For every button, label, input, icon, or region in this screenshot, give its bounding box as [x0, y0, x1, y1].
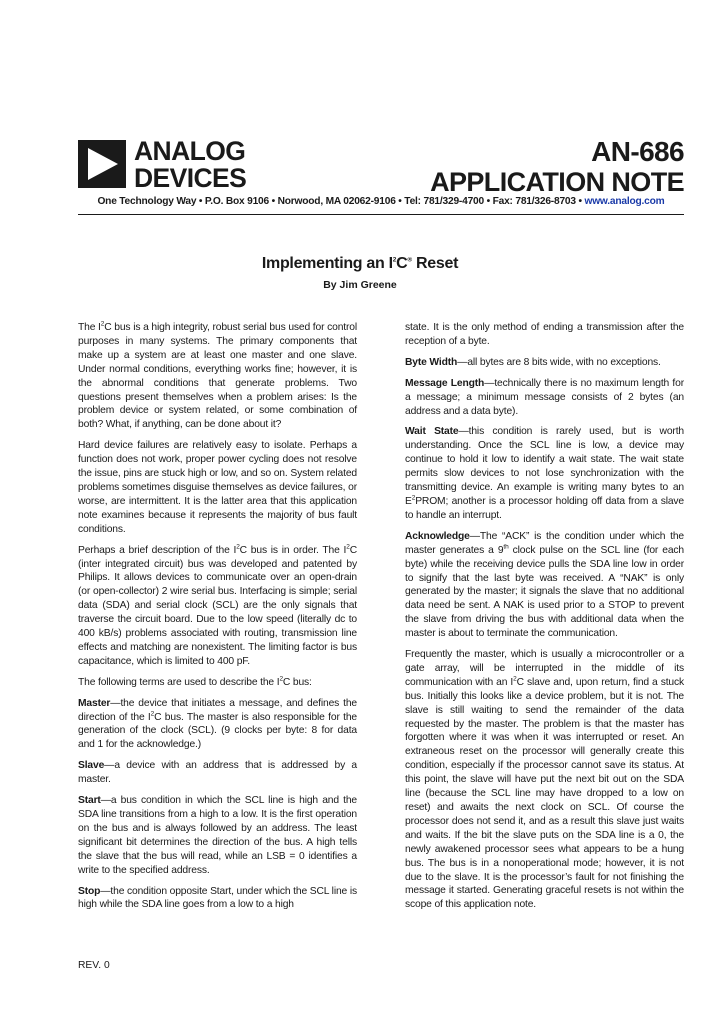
- term-label: Start: [78, 795, 101, 807]
- website-link[interactable]: www.analog.com: [584, 196, 665, 207]
- address-text: One Technology Way • P.O. Box 9106 • Norwood, MA 02062-9106 • Tel: 781/329-4700 • Fax: 781/326-8703 •: [97, 196, 585, 207]
- company-name: [134, 138, 246, 192]
- term-message-length: Message Length—technically there is no maximum length for a message; a minimum message consists of 2 bytes (an address and a data byte).: [405, 377, 684, 417]
- stuck-bus-paragraph: Frequently the master, which is usually a microcontroller or a gate array, will be interrupted in the middle of its communication with an $I^2C$ slave and, upon return, find a stuck bus. Initially this looks like a device problem, but it is not. The slave is still waiting to send the remainder of the data requested by the master. The problem is that the master has forgotten where it was when it was interrupted or reset. An extraneous reset on the processor will generally create this condition, especially if the processor cannot save its status. At this point, the slave will have put the next bit out on the SDA line (because the SCL line may have dropped to a low on reset) and awaits the next clock on SCL. Of course the processor does not send it, and as a result this slave just waits and waits. If the bit the slave puts on the SDA line is a 0, the newly awakened processor sees what appears to be a hung bus. The bus is in a nonoperational mode; however, it is not due to the slave. It is the processor’s fault for not finishing the message it started. Generating graceful resets is not within the scope of this application note.: [405, 649, 684, 911]
- term-byte-width: Byte Width—all bytes are 8 bits wide, with no exceptions.: [405, 356, 661, 368]
- term-wait-state: Wait State—this condition is rarely used, but is worth understanding. Once the SCL line is low, a device may continue to hold it low to identify a wait state. The wait state permits slow devices to not lose synchronization with the transmitting device. An example is writing many bytes to an $E^2PROM$; another is a processor holding off data from a slave to handle an interrupt.: [405, 426, 684, 521]
- device-failures-paragraph: Hard device failures are relatively easy to isolate. Perhaps a function does not work, proper power cycling does not resolve the issue, pins are stuck high or low, and so on. System related problems sometimes disguise themselves as device failures, or worse, are intermittent. It is the latter area that this application note examines because it represents the majority of bus fault conditions.: [78, 440, 357, 535]
- left-column: [78, 321, 357, 919]
- term-slave: Slave—a device with an address that is addressed by a master.: [78, 760, 357, 786]
- terms-intro-paragraph: The following terms are used to describe the $I^2C$ bus:: [78, 675, 312, 688]
- document-title: Implementing an $I^2C®$ Reset: [261, 255, 459, 272]
- address-bar: [78, 196, 684, 212]
- analog-devices-logo: [78, 138, 258, 194]
- logo-line-2: DEVICES: [134, 163, 247, 193]
- term-start: Start—a bus condition in which the SCL line is high and the SDA line transitions from a high to a low. It is the first operation on the bus and is always followed by an address. The least significant bit determines the direction of the bus. A high tells the slave that the bus will read, while an LSB = 0 identifies a write to the specified address.: [78, 795, 357, 876]
- term-acknowledge: Acknowledge—The “ACK” is the condition under which the master generates a 9th clock pulse on the SCL line (for each byte) while the receiving device pulls the SDA line low in order to signify that the last byte was received. A “NAK” is only generated by the master; it signals the slave that no additional data need be sent. A NAK is used prior to a STOP to prevent the slave from driving the bus with additional data when the master is about to terminate the communication.: [405, 530, 684, 640]
- term-stop: Stop—the condition opposite Start, under which the SCL line is high while the SDA line goes from a low to a high: [78, 885, 357, 911]
- term-label: Acknowledge: [405, 530, 470, 542]
- term-label: Wait State: [405, 426, 459, 438]
- revision-label: REV. 0: [78, 960, 110, 971]
- right-column: [405, 321, 684, 919]
- term-label: Byte Width: [405, 356, 458, 368]
- term-label: Stop: [78, 885, 101, 897]
- logo-line-1: ANALOG: [134, 136, 246, 166]
- term-label: Master: [78, 697, 111, 709]
- author-byline: By Jim Greene: [323, 279, 397, 291]
- intro-paragraph: The $I^2C$ bus is a high integrity, robust serial bus used for control purposes in many systems. The primary components that make up a system are at least one master and one slave. Under normal conditions, everything works fine; however, it is the abnormal conditions that generate problems. Two questions present themselves when a problem arises: Is the problem device or system related, or some combination of both? What, if anything, can be done about it?: [78, 320, 357, 431]
- term-label: Message Length: [405, 377, 485, 389]
- term-label: Slave: [78, 760, 105, 772]
- term-stop-continued: state. It is the only method of ending a transmission after the reception of a byte.: [405, 322, 684, 347]
- analog-devices-triangle-icon: [78, 140, 126, 188]
- document-id: [430, 138, 684, 196]
- bus-description-paragraph: Perhaps a brief description of the $I^2C$ bus is in order. The $I^2C$ (inter integrated circuit) bus was developed and patented by Philips. It allows devices to communicate over an open-drain (or open-collector) 2 wire serial bus. Interfacing is simple; serial data (SDA) and serial clock (SCL) are the only signals that traverse the circuit board. Due to the low speed (literally dc to 400 kB/s) problems associated with routing, transmission line effects and matching are nonexistent. The limiting factor is bus capacitance, which is limited to 400 pF.: [78, 543, 357, 667]
- header-divider: [78, 214, 684, 215]
- document-number: AN-686: [591, 136, 684, 167]
- document-type: APPLICATION NOTE: [430, 167, 684, 197]
- term-master: Master—the device that initiates a message, and defines the direction of the $I^2C$ bus. The master is also responsible for the generation of the clock (SCL). (9 clocks per byte: 8 for data and 1 for the acknowledge.): [78, 697, 357, 751]
